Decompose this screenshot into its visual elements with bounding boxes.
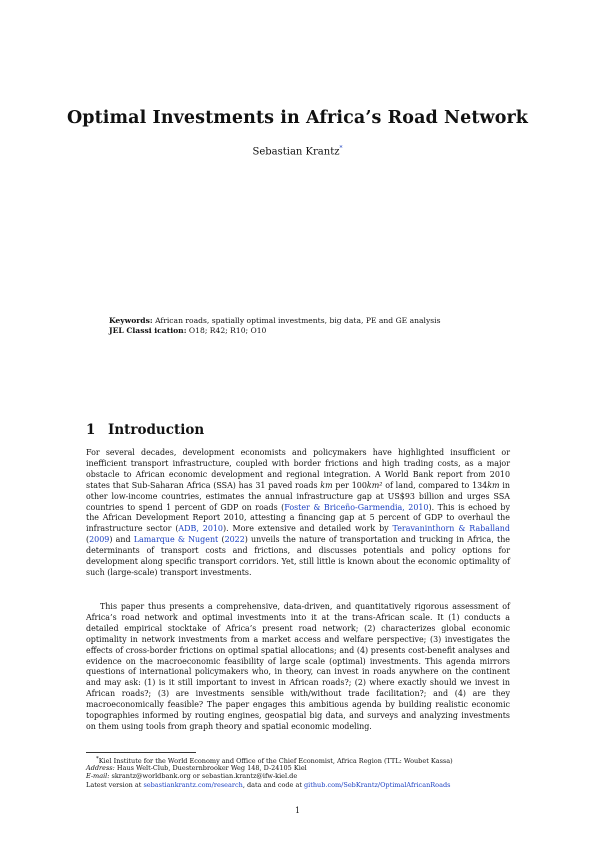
footnote-latest-version: Latest version at sebastiankrantz.com/research, data and code at github.com/SebKrantz/OptimalAfricanRoads	[86, 780, 451, 789]
intro-paragraph-2: This paper thus presents a comprehensive, data-driven, and quantitatively rigorous assessment of Africa’s road network and optimal investments into it at the trans-African scale. It (1) conducts a detailed empirical stocktake of Africa’s present road network; (2) characterizes global economic optimality in network investments from a market access and welfare perspective; (3) investigates the effects of cross-border frictions on optimal spatial allocations; and (4) presents cost-benefit analyses and evidence on the macroeconomic feasibility of large scale (optimal) investments. This agenda mirrors questions of international policymakers who, in theory, can invest in roads anywhere on the continent and may ask: (1) is it still important to invest in African roads?; (2) where exactly should we invest in African roads?; (3) are investments sensible with/without trade facilitation?; and (4) are they macroeconomically feasible? The paper engages this ambitious agenda by building realistic economic topographies informed by routing engines, geospatial big data, and surveys and analyzing investments on them using tools from graph theory and spatial economic modeling.	[86, 602, 510, 731]
author-name: Sebastian Krantz	[252, 146, 340, 158]
github-link[interactable]: github.com/SebKrantz/OptimalAfricanRoads	[304, 780, 451, 789]
section-number: 1	[86, 422, 96, 438]
section-heading	[86, 422, 204, 438]
citation-link[interactable]: 2022	[224, 535, 245, 545]
author-footnote-mark[interactable]: *	[339, 145, 343, 152]
page-number: 1	[294, 806, 301, 815]
footnote-rule	[86, 752, 196, 753]
footnote-email: E-mail: skrantz@worldbank.org or sebastian.krantz@ifw-kiel.de	[86, 772, 298, 781]
citation-link[interactable]: Teravaninthorn & Raballand	[392, 524, 510, 534]
footnote-affiliation: *Kiel Institute for the World Economy and Office of the Chief Economist, Africa Region (TTL: Woubet Kassa)	[96, 756, 453, 766]
jel-label: JEL Classi ication:	[109, 326, 187, 335]
citation-link[interactable]: Lamarque & Nugent	[133, 535, 219, 545]
citation-link[interactable]: ADB, 2010	[178, 524, 223, 534]
citation-link[interactable]: 2009	[89, 535, 110, 545]
citation-link[interactable]: Foster & Briceño-Garmendia, 2010	[284, 502, 429, 512]
jel-text: O18; R42; R10; O10	[186, 326, 267, 335]
section-title: Introduction	[108, 422, 205, 438]
keywords-line	[109, 316, 529, 326]
paper-title: Optimal Investments in Africa’s Road Network	[66, 108, 529, 128]
footnote-address: Address: Haus Welt-Club, Duesternbrooker Weg 148, D-24105 Kiel	[86, 763, 307, 772]
keywords-label: Keywords:	[109, 316, 153, 325]
intro-paragraph-1: For several decades, development economists and policymakers have highlighted insufficient or inefficient transport infrastructure, coupled with border frictions and high trading costs, as a major obstacle to African economic development and regional integration. A World Bank report from 2010 states that Sub-Saharan Africa (SSA) has 31 paved roads km per 100km² of land, compared to 134km in other low-income countries, estimates the annual infrastructure gap at US$93 billion and urges SSA countries to spend 1 percent of GDP on roads (Foster & Briceño-Garmendia, 2010). This is echoed by the African Development Report 2010, attesting a financing gap at 5 percent of GDP to overhaul the infrastructure sector (ADB, 2010). More extensive and detailed work by Teravaninthorn & Raballand (2009) and Lamarque & Nugent (2022) unveils the nature of transportation and trucking in Africa, the determinants of transport costs and frictions, and discusses potentials and policy options for development along specific transport corridors. Yet, still little is known about the economic optimality of such (large-scale) transport investments.	[86, 448, 511, 577]
jel-line	[109, 326, 529, 336]
author-line	[0, 145, 595, 157]
website-link[interactable]: sebastiankrantz.com/research	[143, 780, 243, 789]
keywords-text: African roads, spatially optimal investments, big data, PE and GE analysis	[152, 316, 441, 325]
